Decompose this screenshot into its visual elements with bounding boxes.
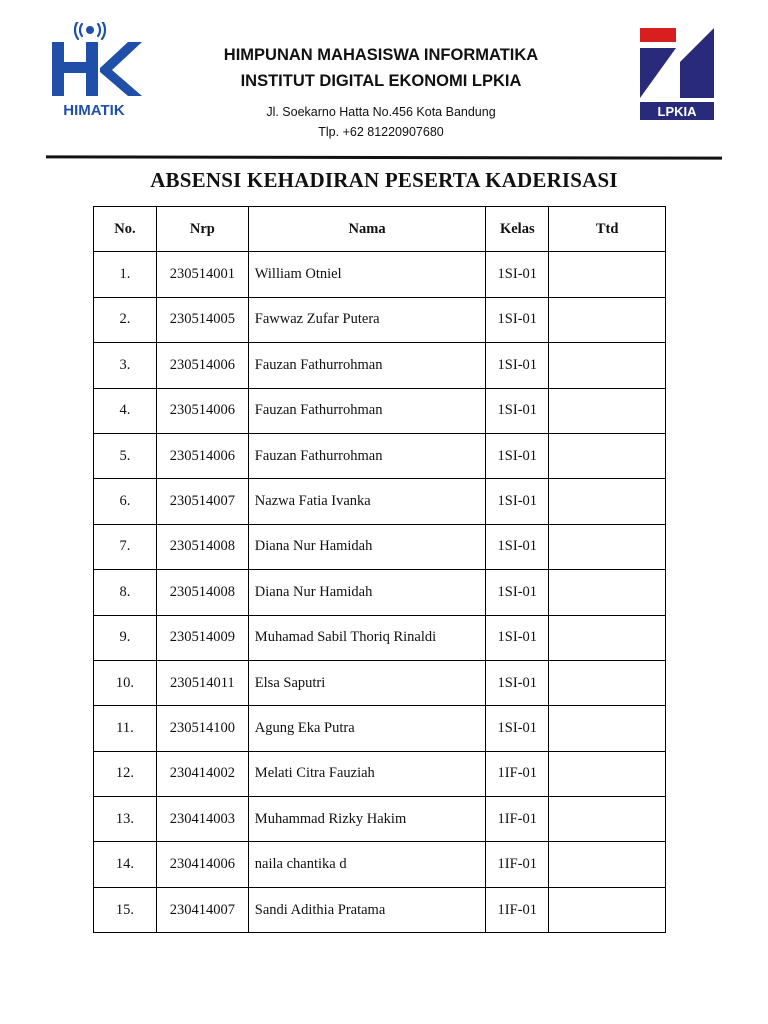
- cell-no: 13.: [94, 797, 157, 842]
- cell-nama: Fauzan Fathurrohman: [248, 433, 486, 478]
- cell-nama: William Otniel: [248, 252, 486, 297]
- cell-kelas: 1IF-01: [486, 842, 549, 887]
- cell-nama: Elsa Saputri: [248, 660, 486, 705]
- cell-nama: Agung Eka Putra: [248, 706, 486, 751]
- cell-no: 1.: [94, 252, 157, 297]
- cell-ttd-signature: [549, 252, 666, 297]
- cell-no: 7.: [94, 524, 157, 569]
- cell-nrp: 230414006: [156, 842, 248, 887]
- cell-nrp: 230514001: [156, 252, 248, 297]
- cell-ttd-signature: [549, 751, 666, 796]
- table-row: [94, 615, 666, 660]
- cell-kelas: 1SI-01: [486, 433, 549, 478]
- cell-nrp: 230514100: [156, 706, 248, 751]
- cell-nrp: 230514011: [156, 660, 248, 705]
- cell-ttd-signature: [549, 388, 666, 433]
- cell-nama: Sandi Adithia Pratama: [248, 887, 486, 932]
- cell-nama: Diana Nur Hamidah: [248, 570, 486, 615]
- org-name-line1: HIMPUNAN MAHASISWA INFORMATIKA: [223, 46, 539, 64]
- cell-ttd-signature: [549, 570, 666, 615]
- cell-nama: Fauzan Fathurrohman: [248, 343, 486, 388]
- table-row: [94, 524, 666, 569]
- cell-kelas: 1SI-01: [486, 297, 549, 342]
- table-row: [94, 388, 666, 433]
- cell-nrp: 230514005: [156, 297, 248, 342]
- cell-nrp: 230514009: [156, 615, 248, 660]
- cell-nrp: 230514006: [156, 388, 248, 433]
- table-row: [94, 343, 666, 388]
- cell-ttd-signature: [549, 615, 666, 660]
- cell-kelas: 1SI-01: [486, 615, 549, 660]
- cell-nama: Fawwaz Zufar Putera: [248, 297, 486, 342]
- cell-nama: Fauzan Fathurrohman: [248, 388, 486, 433]
- cell-nama: Diana Nur Hamidah: [248, 524, 486, 569]
- cell-kelas: 1IF-01: [486, 887, 549, 932]
- letterhead: [150, 42, 612, 142]
- cell-ttd-signature: [549, 343, 666, 388]
- lpkia-logo-text: LPKIA: [657, 104, 697, 119]
- table-row: [94, 797, 666, 842]
- cell-nrp: 230514007: [156, 479, 248, 524]
- cell-ttd-signature: [549, 842, 666, 887]
- cell-no: 4.: [94, 388, 157, 433]
- himatik-logo-text: HIMATIK: [63, 102, 125, 119]
- cell-kelas: 1SI-01: [486, 524, 549, 569]
- cell-kelas: 1SI-01: [486, 660, 549, 705]
- table-row: [94, 570, 666, 615]
- cell-nrp: 230414007: [156, 887, 248, 932]
- column-header-no: No.: [94, 207, 157, 252]
- cell-no: 12.: [94, 751, 157, 796]
- cell-no: 14.: [94, 842, 157, 887]
- column-header-kelas: Kelas: [486, 207, 549, 252]
- table-row: [94, 751, 666, 796]
- cell-no: 3.: [94, 343, 157, 388]
- attendance-table: [93, 206, 666, 933]
- table-header-row: [94, 207, 666, 252]
- table-row: [94, 706, 666, 751]
- org-address: Jl. Soekarno Hatta No.456 Kota Bandung: [266, 105, 496, 119]
- cell-no: 11.: [94, 706, 157, 751]
- cell-nrp: 230514006: [156, 343, 248, 388]
- cell-no: 5.: [94, 433, 157, 478]
- cell-kelas: 1IF-01: [486, 751, 549, 796]
- cell-kelas: 1IF-01: [486, 797, 549, 842]
- org-phone: Tlp. +62 81220907680: [318, 125, 444, 139]
- cell-ttd-signature: [549, 297, 666, 342]
- cell-nrp: 230514008: [156, 570, 248, 615]
- cell-nama: Nazwa Fatia Ivanka: [248, 479, 486, 524]
- table-row: [94, 842, 666, 887]
- cell-kelas: 1SI-01: [486, 252, 549, 297]
- table-row: [94, 297, 666, 342]
- document-title: ABSENSI KEHADIRAN PESERTA KADERISASI: [150, 168, 618, 192]
- cell-nrp: 230414002: [156, 751, 248, 796]
- cell-no: 15.: [94, 887, 157, 932]
- cell-kelas: 1SI-01: [486, 343, 549, 388]
- cell-kelas: 1SI-01: [486, 706, 549, 751]
- himatik-logo: [48, 22, 144, 122]
- cell-no: 6.: [94, 479, 157, 524]
- cell-ttd-signature: [549, 887, 666, 932]
- column-header-ttd: Ttd: [549, 207, 666, 252]
- cell-ttd-signature: [549, 797, 666, 842]
- table-row: [94, 479, 666, 524]
- cell-nrp: 230514008: [156, 524, 248, 569]
- org-name-line2: INSTITUT DIGITAL EKONOMI LPKIA: [240, 72, 522, 90]
- table-row: [94, 433, 666, 478]
- table-row: [94, 252, 666, 297]
- cell-no: 2.: [94, 297, 157, 342]
- cell-nama: naila chantika d: [248, 842, 486, 887]
- cell-kelas: 1SI-01: [486, 479, 549, 524]
- cell-nama: Melati Citra Fauziah: [248, 751, 486, 796]
- column-header-nama: Nama: [248, 207, 486, 252]
- cell-ttd-signature: [549, 660, 666, 705]
- cell-no: 8.: [94, 570, 157, 615]
- column-header-nrp: Nrp: [156, 207, 248, 252]
- cell-no: 9.: [94, 615, 157, 660]
- cell-kelas: 1SI-01: [486, 570, 549, 615]
- cell-ttd-signature: [549, 524, 666, 569]
- table-row: [94, 887, 666, 932]
- cell-no: 10.: [94, 660, 157, 705]
- cell-nrp: 230514006: [156, 433, 248, 478]
- cell-nama: Muhamad Sabil Thoriq Rinaldi: [248, 615, 486, 660]
- cell-kelas: 1SI-01: [486, 388, 549, 433]
- cell-nrp: 230414003: [156, 797, 248, 842]
- table-row: [94, 660, 666, 705]
- cell-ttd-signature: [549, 479, 666, 524]
- header-divider: [46, 155, 722, 159]
- cell-nama: Muhammad Rizky Hakim: [248, 797, 486, 842]
- lpkia-logo: [638, 26, 718, 122]
- cell-ttd-signature: [549, 706, 666, 751]
- cell-ttd-signature: [549, 433, 666, 478]
